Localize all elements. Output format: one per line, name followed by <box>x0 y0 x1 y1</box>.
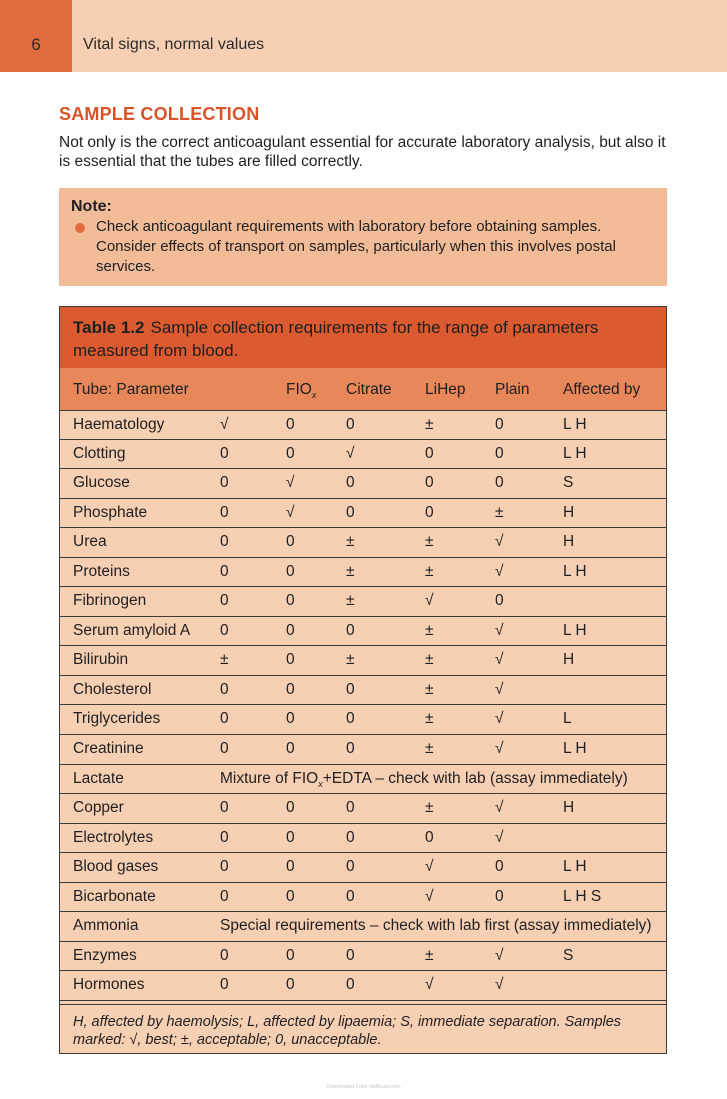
table-cell: 0 <box>495 474 504 492</box>
table-header-row <box>60 368 666 410</box>
bullet-icon <box>75 223 85 233</box>
table-row <box>60 824 666 854</box>
table-cell: 0 <box>495 592 504 610</box>
table-cell: 0 <box>495 444 504 462</box>
table-cell: 0 <box>220 474 229 492</box>
table-cell: 0 <box>346 799 355 817</box>
table-cell: √ <box>425 887 434 905</box>
parameter-cell: Phosphate <box>73 503 148 521</box>
table-cell: 0 <box>220 946 229 964</box>
table-cell: ± <box>220 651 229 669</box>
table-cell: L H <box>563 858 587 876</box>
table-cell: 0 <box>346 740 355 758</box>
table-cell: L H <box>563 562 587 580</box>
parameter-cell: Lactate <box>73 769 124 787</box>
merged-cell: Mixture of $FIO_x+EDTA$ – check with lab (assay immediately) <box>220 769 628 789</box>
table-row <box>60 705 666 735</box>
table-cell: √ <box>495 533 504 551</box>
table-cell: 0 <box>286 444 295 462</box>
table-cell: 0 <box>495 887 504 905</box>
table-cell: H <box>563 503 575 521</box>
table-cell: 0 <box>495 416 504 433</box>
table-row <box>60 528 666 558</box>
table-cell: 0 <box>346 828 355 846</box>
merged-cell: Special requirements – check with lab first (assay immediately) <box>220 917 652 935</box>
table-row <box>60 469 666 499</box>
table-row <box>60 853 666 883</box>
table-cell: 0 <box>220 858 229 876</box>
parameter-cell: Haematology <box>73 416 165 433</box>
parameter-cell: Proteins <box>73 562 130 580</box>
table-cell: 0 <box>346 621 355 639</box>
column-header: Affected by <box>563 381 641 398</box>
table-cell: 0 <box>220 680 229 698</box>
table-cell: ± <box>346 592 355 610</box>
table-cell: 0 <box>220 503 229 521</box>
table-cell: 0 <box>220 828 229 846</box>
table-row <box>60 942 666 972</box>
table-cell: H <box>563 533 575 551</box>
table-cell: L H <box>563 621 587 639</box>
parameter-cell: Clotting <box>73 444 126 462</box>
parameter-cell: Urea <box>73 533 107 551</box>
watermark: Downloaded From VetBooks.com <box>326 1084 401 1090</box>
table-cell: ± <box>425 651 434 669</box>
table-row <box>60 558 666 588</box>
note-box <box>59 188 667 286</box>
table-cell: 0 <box>220 444 229 462</box>
table-cell: 0 <box>286 680 295 698</box>
table-cell: ± <box>425 416 434 433</box>
table-caption <box>60 307 666 368</box>
table-cell: 0 <box>286 533 295 551</box>
table-cell: 0 <box>286 416 295 433</box>
table-footnote: H, affected by haemolysis; L, affected by lipaemia; S, immediate separation. Samples marked: √, best; ±, acceptable; 0, unacceptable. <box>60 1004 666 1057</box>
table-cell: √ <box>495 562 504 580</box>
table-cell: 0 <box>286 562 295 580</box>
table-cell: L H <box>563 444 587 462</box>
section-heading: SAMPLE COLLECTION <box>59 104 260 124</box>
table-row <box>60 765 666 795</box>
table-cell: ± <box>425 740 434 758</box>
table-cell: √ <box>495 799 504 817</box>
sample-collection-table <box>59 306 667 1054</box>
table-cell: √ <box>286 503 295 521</box>
table-cell: √ <box>495 946 504 964</box>
table-cell: 0 <box>495 858 504 876</box>
table-cell: 0 <box>346 887 355 905</box>
table-cell: ± <box>425 562 434 580</box>
table-row <box>60 883 666 913</box>
table-cell: 0 <box>286 976 295 994</box>
table-cell: 0 <box>220 976 229 994</box>
table-cell: √ <box>495 651 504 669</box>
parameter-cell: Blood gases <box>73 858 159 876</box>
table-cell: 0 <box>220 887 229 905</box>
table-cell: 0 <box>220 533 229 551</box>
table-cell: 0 <box>346 946 355 964</box>
table-cell: 0 <box>425 503 434 521</box>
parameter-cell: Glucose <box>73 474 130 492</box>
table-cell: L H <box>563 416 587 433</box>
table-cell: 0 <box>286 887 295 905</box>
parameter-cell: Creatinine <box>73 740 144 758</box>
table-row <box>60 440 666 470</box>
table-cell: 0 <box>220 562 229 580</box>
table-cell: 0 <box>346 858 355 876</box>
table-row <box>60 912 666 942</box>
table-cell: 0 <box>425 828 434 846</box>
table-cell: 0 <box>220 799 229 817</box>
table-cell: 0 <box>286 710 295 728</box>
table-cell: ± <box>346 562 355 580</box>
table-row <box>60 646 666 676</box>
table-cell: ± <box>425 680 434 698</box>
table-cell: ± <box>425 710 434 728</box>
table-row <box>60 971 666 1001</box>
parameter-cell: Copper <box>73 799 124 817</box>
table-cell: ± <box>425 946 434 964</box>
table-cell: √ <box>495 680 504 698</box>
table-cell: √ <box>425 976 434 994</box>
table-cell: √ <box>495 710 504 728</box>
parameter-cell: Enzymes <box>73 946 137 964</box>
table-row <box>60 410 666 440</box>
parameter-cell: Serum amyloid A <box>73 621 191 639</box>
parameter-cell: Hormones <box>73 976 145 994</box>
table-cell: 0 <box>425 444 434 462</box>
table-cell: S <box>563 474 574 492</box>
table-row <box>60 617 666 647</box>
table-cell: 0 <box>425 474 434 492</box>
table-cell: 0 <box>346 710 355 728</box>
table-cell: 0 <box>346 416 355 433</box>
table-cell: ± <box>425 533 434 551</box>
table-cell: 0 <box>286 799 295 817</box>
table-row <box>60 499 666 529</box>
column-header: Tube: Parameter <box>73 381 189 398</box>
table-cell: H <box>563 799 575 817</box>
table-row <box>60 676 666 706</box>
table-cell: ± <box>495 503 504 521</box>
table-cell: 0 <box>220 621 229 639</box>
table-cell: ± <box>346 533 355 551</box>
table-row <box>60 794 666 824</box>
table-cell: ± <box>425 799 434 817</box>
intro-paragraph: Not only is the correct anticoagulant essential for accurate laboratory analysis, but also it is essential that the tubes are filled correctly. <box>59 134 666 170</box>
table-cell: 0 <box>346 474 355 492</box>
table-cell: 0 <box>286 858 295 876</box>
table-cell: 0 <box>346 503 355 521</box>
column-header: $FIO_x$ <box>286 381 317 401</box>
table-cell: 0 <box>220 592 229 610</box>
table-cell: √ <box>495 976 504 994</box>
table-cell: L <box>563 710 572 728</box>
table-cell: ± <box>346 651 355 669</box>
table-cell: 0 <box>286 592 295 610</box>
table-caption-label: Table 1.2 <box>73 318 145 337</box>
table-cell: 0 <box>286 621 295 639</box>
parameter-cell: Triglycerides <box>73 710 161 728</box>
table-cell: L H <box>563 740 587 758</box>
parameter-cell: Electrolytes <box>73 828 154 846</box>
table-cell: 0 <box>286 828 295 846</box>
table-row <box>60 587 666 617</box>
table-cell: 0 <box>286 651 295 669</box>
table-cell: 0 <box>346 976 355 994</box>
parameter-cell: Bicarbonate <box>73 887 156 905</box>
note-title: Note: <box>71 198 112 215</box>
table-cell: H <box>563 651 575 669</box>
table-cell: L H S <box>563 887 602 905</box>
table-body <box>60 410 666 1001</box>
parameter-cell: Cholesterol <box>73 680 152 698</box>
table-cell: ± <box>425 621 434 639</box>
note-item-text: Check anticoagulant requirements with laboratory before obtaining samples. Consider effects of transport on samples, particularly when this involves postal services. <box>96 218 616 275</box>
note-item <box>71 217 655 277</box>
table-cell: √ <box>495 621 504 639</box>
column-header: Plain <box>495 381 530 398</box>
table-cell: S <box>563 946 574 964</box>
table-cell: 0 <box>220 740 229 758</box>
table-cell: √ <box>346 444 355 462</box>
table-cell: √ <box>286 474 295 492</box>
parameter-cell: Fibrinogen <box>73 592 147 610</box>
table-cell: 0 <box>286 946 295 964</box>
table-row <box>60 735 666 765</box>
page-header <box>0 0 727 72</box>
table-cell: 0 <box>346 680 355 698</box>
table-cell: √ <box>220 416 229 433</box>
parameter-cell: Bilirubin <box>73 651 129 669</box>
table-cell: √ <box>425 592 434 610</box>
column-header: Citrate <box>346 381 392 398</box>
table-caption-text: Sample collection requirements for the range of parameters measured from blood. <box>73 318 599 360</box>
table-cell: 0 <box>220 710 229 728</box>
table-cell: √ <box>425 858 434 876</box>
column-header: LiHep <box>425 381 466 398</box>
table-cell: 0 <box>286 740 295 758</box>
page-number: 6 <box>0 0 72 72</box>
table-cell: √ <box>495 828 504 846</box>
table-cell: √ <box>495 740 504 758</box>
parameter-cell: Ammonia <box>73 917 139 935</box>
running-title: Vital signs, normal values <box>83 36 265 53</box>
